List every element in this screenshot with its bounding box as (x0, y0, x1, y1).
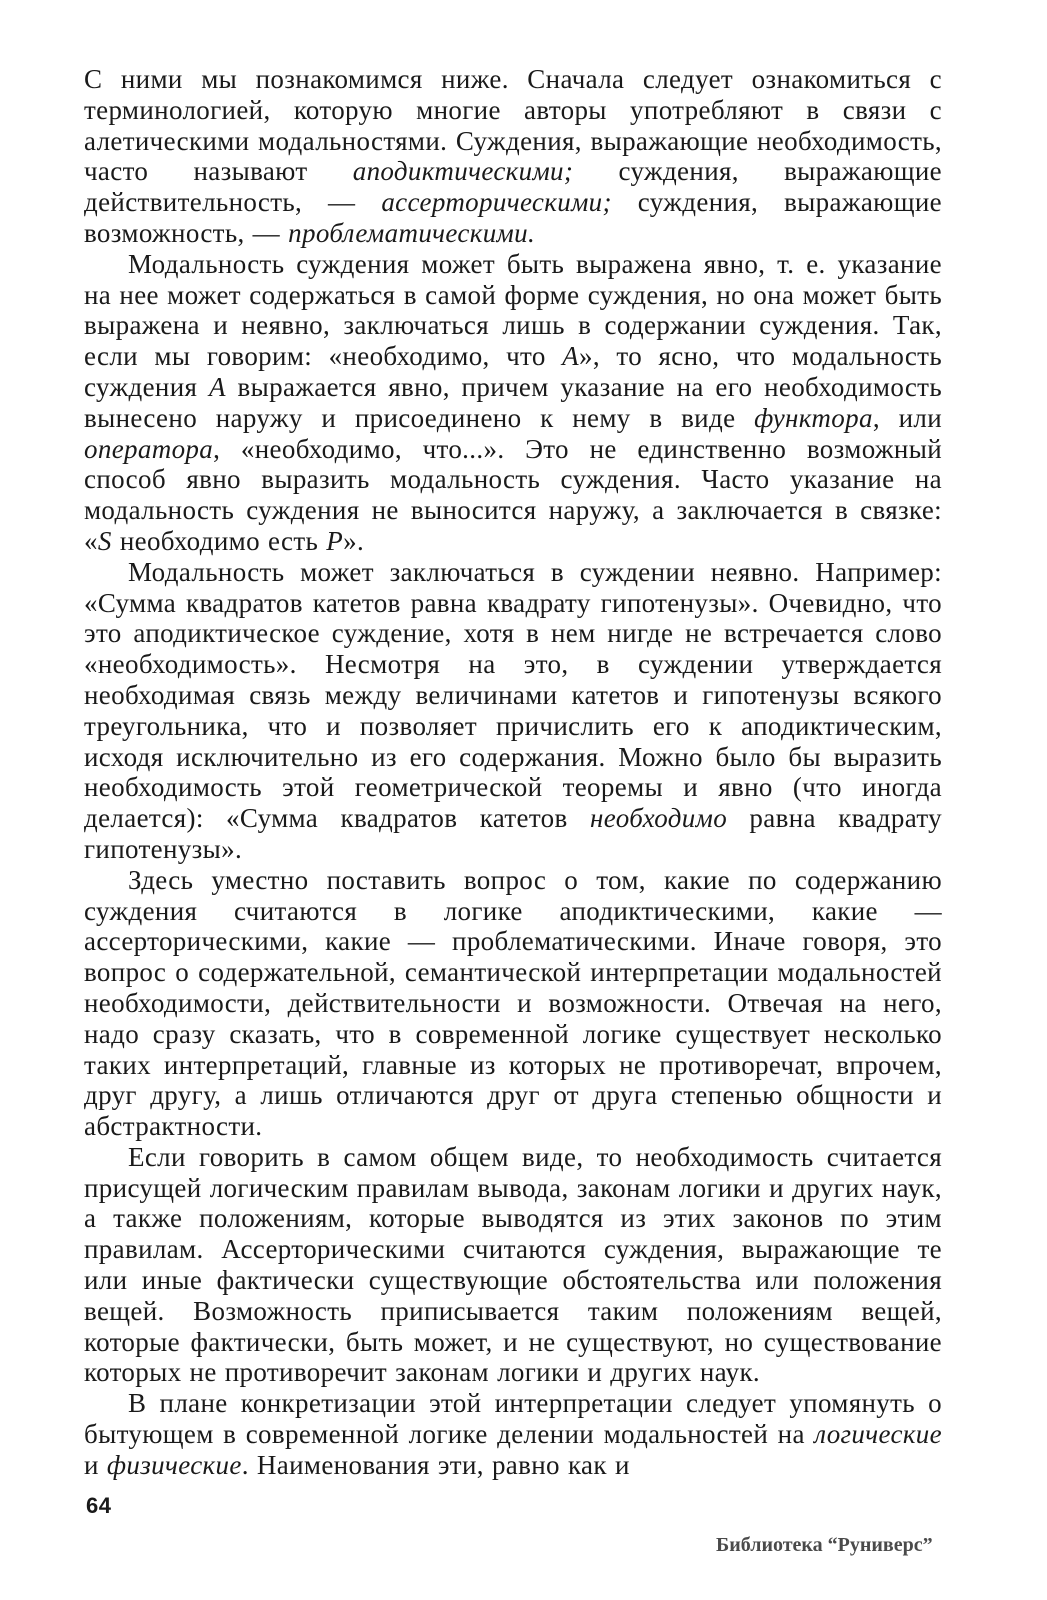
italic-term: S (97, 525, 112, 556)
text-run: Здесь уместно поставить вопрос о том, какие по содержанию суждения считаются в логике аподиктическими, какие — ассерторическими, какие — проблематическими. Иначе говоря, это вопрос о содержательной, семантической интерпретации модальностей необходимости, действительности и возможности. Отвечая на него, надо сразу сказать, что в современной логике существует несколько таких интерпретаций, главные из которых не противоречат, впрочем, друг другу, а лишь отличаются друг от друга степенью общности и абстрактности. (84, 864, 942, 1142)
italic-term: проблематическими. (288, 217, 536, 248)
text-run: В плане конкретизации этой интерпретации следует упомянуть о бытующем в современной логике делении модальностей на (84, 1388, 942, 1450)
text-run: равна квадрату гипотенузы». (84, 803, 942, 864)
italic-term: необходимо (590, 803, 728, 834)
text-run: , или (872, 402, 943, 433)
body-text (84, 64, 942, 1481)
italic-term: ассерторическими; (381, 187, 612, 218)
italic-term: А (562, 341, 579, 372)
paragraph (84, 557, 942, 865)
text-run: С ними мы познакомимся ниже. Сначала следует ознакомиться с терминологией, которую многие авторы употребляют в связи с алетическими модальностями. Суждения, выражающие необходимость, часто называют (84, 64, 942, 187)
italic-term: аподиктическими; (352, 156, 574, 187)
text-run: », то ясно, что модальность суждения (84, 341, 942, 402)
page-number: 64 (86, 1493, 112, 1518)
text-run: Модальность может заключаться в суждении неявно. Например: «Сумма квадратов катетов равна квадрату гипотенузы». Очевидно, что это аподиктическое суждение, хотя в нем нигде не встречается слово «необходимость». Несмотря на это, в суждении утверждается необходимая связь между величинами катетов и гипотенузы всякого треугольника, что и позволяет причислить его к аподиктическим, исходя исключительно из его содержания. Можно было бы выразить необходимость этой геометрической теоремы и явно (что иногда делается): «Сумма квадратов катетов (84, 556, 942, 834)
italic-term: физические (106, 1449, 242, 1480)
paragraph (84, 1142, 942, 1388)
text-run: суждения, выражающие возможность, — (84, 187, 942, 248)
paragraph (84, 865, 942, 1142)
paragraph (84, 1388, 942, 1480)
text-run: , «необходимо, что...». Это не единственно возможный способ явно выразить модальность суждения. Часто указание на модальность суждения не выносится наружу, а заключается в связке: « (84, 433, 942, 556)
text-run: . Наименования эти, равно как и (241, 1449, 630, 1480)
paragraph (84, 64, 942, 249)
text-run: Модальность суждения может быть выражена явно, т. е. указание на нее может содержаться в самой форме суждения, но она может быть выражена и неявно, заключаться лишь в содержании суждения. Так, если мы говорим: «необходимо, что (84, 248, 942, 372)
text-run: выражается явно, причем указание на его необходимость вынесено наружу и присоединено к нему в виде (84, 371, 942, 433)
text-run: и (84, 1449, 107, 1480)
italic-term: Р (326, 525, 344, 556)
text-run: необходимо есть (111, 525, 327, 556)
italic-term: функтора (754, 402, 873, 433)
italic-term: А (208, 371, 226, 402)
paragraph (84, 249, 942, 557)
text-run: Если говорить в самом общем виде, то необходимость считается присущей логическим правилам вывода, законам логики и других наук, а также положениям, которые выводятся из этих законов по этим правилам. Ассерторическими считаются суждения, выражающие те или иные фактически существующие обстоятельства или положения вещей. Возможность приписывается таким положениям вещей, которые фактически, быть может, и не существуют, но существование которых не противоречит законам логики и других наук. (84, 1141, 942, 1388)
library-watermark: Библиотека “Руниверс” (716, 1534, 933, 1556)
italic-term: логические (814, 1419, 942, 1450)
text-run: ». (343, 525, 365, 556)
italic-term: оператора (84, 433, 214, 464)
text-run: суждения, выражающие действительность, — (84, 156, 942, 218)
